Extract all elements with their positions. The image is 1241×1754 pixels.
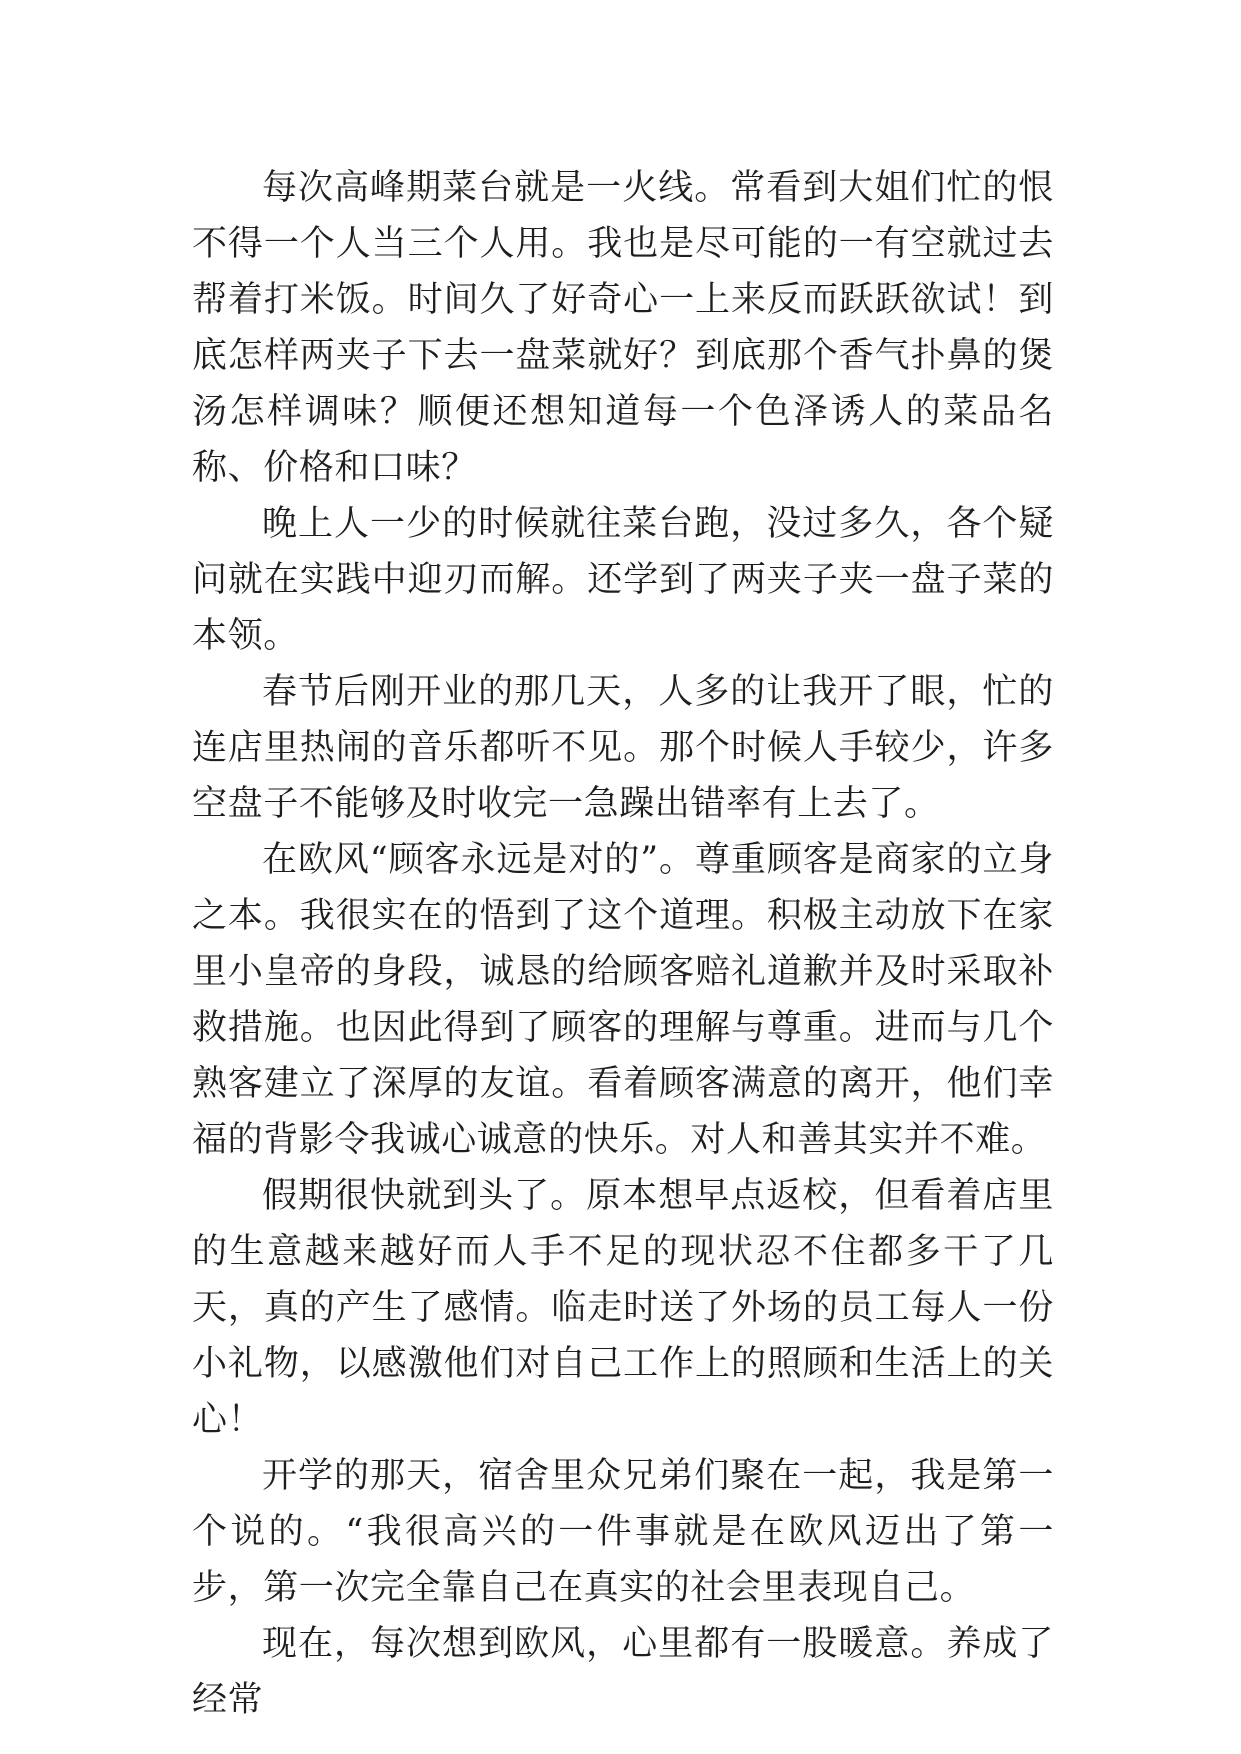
paragraph-3: 春节后刚开业的那几天，人多的让我开了眼，忙的连店里热闹的音乐都听不见。那个时候人手较少，许多空盘子不能够及时收完一急躁出错率有上去了。	[192, 672, 1054, 824]
document-body	[192, 160, 1054, 1728]
paragraph-4: 在欧风“顾客永远是对的”。尊重顾客是商家的立身之本。我很实在的悟到了这个道理。积极主动放下在家里小皇帝的身段，诚恳的给顾客赔礼道歉并及时采取补救措施。也因此得到了顾客的理解与尊重。进而与几个熟客建立了深厚的友谊。看着顾客满意的离开，他们幸福的背影令我诚心诚意的快乐。对人和善其实并不难。	[192, 840, 1054, 1160]
paragraph-2: 晚上人一少的时候就往菜台跑，没过多久，各个疑问就在实践中迎刃而解。还学到了两夹子夹一盘子菜的本领。	[192, 504, 1054, 656]
paragraph-6: 开学的那天，宿舍里众兄弟们聚在一起，我是第一个说的。“我很高兴的一件事就是在欧风迈出了第一步，第一次完全靠自己在真实的社会里表现自己。	[192, 1456, 1054, 1608]
paragraph-5: 假期很快就到头了。原本想早点返校，但看着店里的生意越来越好而人手不足的现状忍不住都多干了几天，真的产生了感情。临走时送了外场的员工每人一份小礼物，以感激他们对自己工作上的照顾和生活上的关心！	[192, 1176, 1054, 1440]
paragraph-1: 每次高峰期菜台就是一火线。常看到大姐们忙的恨不得一个人当三个人用。我也是尽可能的一有空就过去帮着打米饭。时间久了好奇心一上来反而跃跃欲试！到底怎样两夹子下去一盘菜就好？到底那个香气扑鼻的煲汤怎样调味？顺便还想知道每一个色泽诱人的菜品名称、价格和口味？	[192, 168, 1054, 488]
paragraph-7: 现在，每次想到欧风，心里都有一股暖意。养成了经常	[192, 1624, 1054, 1720]
